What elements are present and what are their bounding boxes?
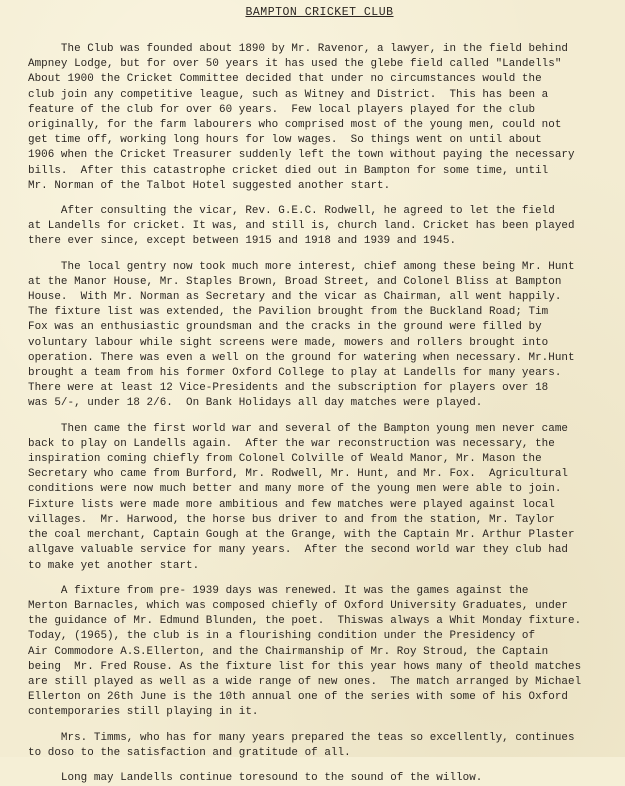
text-line: bills. After this catastrophe cricket died out in Bampton for some time, until (28, 164, 549, 177)
text-line: feature of the club for over 60 years. Few local players played for the club (28, 103, 536, 116)
paragraph (28, 771, 611, 786)
paragraph (28, 422, 611, 574)
text-line: brought a team from his former Oxford College to play at Landells for many years. (28, 367, 562, 380)
text-line: Then came the first world war and several of the Bampton young men never came (28, 422, 569, 435)
text-line: Air Commodore A.S.Ellerton, and the Chairmanship of Mr. Roy Stroud, the Captain (28, 645, 549, 658)
text-line: operation. There was even a well on the ground for watering when necessary. Mr.Hunt (28, 351, 575, 364)
text-line: Merton Barnacles, which was composed chiefly of Oxford University Graduates, under (28, 599, 569, 612)
text-line: get time off, working long hours for low wages. So things went on until about (28, 134, 542, 147)
text-line: being Mr. Fred Rouse. As the fixture list for this year hows many of theold matches (28, 660, 582, 673)
text-line: 1906 when the Cricket Treasurer suddenly left the town without paying the necessary (28, 149, 575, 162)
paragraph (28, 731, 611, 761)
text-line: Ellerton on 26th June is the 10th annual one of the series with some of his Oxford (28, 691, 569, 704)
text-line: After consulting the vicar, Rev. G.E.C. Rodwell, he agreed to let the field (28, 205, 555, 218)
text-line: there ever since, except between 1915 and 1918 and 1939 and 1945. (28, 235, 457, 248)
text-line: About 1900 the Cricket Committee decided that under no circumstances would the (28, 73, 542, 86)
text-line: Fixture lists were made more ambitious and few matches were played against local (28, 498, 555, 511)
document-body (28, 42, 611, 786)
text-line: Fox was an enthusiastic groundsman and the cracks in the ground were filled by (28, 321, 542, 334)
text-line: club join any competitive league, such as Witney and District. This has been a (28, 88, 549, 101)
text-line: conditions were now much better and many more of the young men were able to join. (28, 483, 562, 496)
paragraph (28, 260, 611, 412)
text-line: back to play on Landells again. After the war reconstruction was necessary, the (28, 437, 555, 450)
text-line: the coal merchant, Captain Gough at the Grange, with the Captain Mr. Arthur Plaster (28, 529, 575, 542)
text-line: at Landells for cricket. It was, and still is, church land. Cricket has been played (28, 220, 575, 233)
text-line: allgave valuable service for many years. After the second world war they club had (28, 544, 569, 557)
text-line: Mr. Norman of the Talbot Hotel suggested another start. (28, 179, 391, 192)
text-line: The fixture list was extended, the Pavilion brought from the Buckland Road; Tim (28, 306, 549, 319)
text-line: are still played as well as a wide range of new ones. The match arranged by Michael (28, 675, 582, 688)
text-line: to make yet another start. (28, 559, 200, 572)
text-line: A fixture from pre- 1939 days was renewed. It was the games against the (28, 584, 529, 597)
text-line: The local gentry now took much more interest, chief among these being Mr. Hunt (28, 260, 575, 273)
text-line: House. With Mr. Norman as Secretary and the vicar as Chairman, all went happily. (28, 291, 562, 304)
text-line: Today, (1965), the club is in a flourishing condition under the Presidency of (28, 630, 536, 643)
text-line: inspiration coming chiefly from Colonel Colville of Weald Manor, Mr. Mason the (28, 453, 542, 466)
text-line: Long may Landells continue toresound to the sound of the willow. (28, 771, 483, 784)
paragraph (28, 42, 611, 194)
text-line: the guidance of Mr. Edmund Blunden, the poet. Thiswas always a Whit Monday fixture. (28, 615, 582, 628)
text-line: Mrs. Timms, who has for many years prepared the teas so excellently, continues (28, 731, 575, 744)
text-line: Secretary who came from Burford, Mr. Rodwell, Mr. Hunt, and Mr. Fox. Agricultural (28, 468, 569, 481)
text-line: was 5/-, under 18 2/6. On Bank Holidays all day matches were played. (28, 397, 483, 410)
text-line: to doso to the satisfaction and gratitude of all. (28, 746, 351, 759)
text-line: contemporaries still playing in it. (28, 706, 259, 719)
text-line: voluntary labour while sight screens were made, mowers and rollers brought into (28, 336, 549, 349)
document-title: BAMPTON CRICKET CLUB (245, 6, 394, 19)
text-line: at the Manor House, Mr. Staples Brown, Broad Street, and Colonel Bliss at Bampton (28, 275, 562, 288)
text-line: villages. Mr. Harwood, the horse bus driver to and from the station, Mr. Taylor (28, 513, 555, 526)
text-line: The Club was founded about 1890 by Mr. Ravenor, a lawyer, in the field behind (28, 43, 569, 55)
text-line: originally, for the farm labourers who comprised most of the young men, could not (28, 119, 562, 132)
paragraph (28, 204, 611, 250)
paragraph (28, 584, 611, 721)
text-line: Ampney Lodge, but for over 50 years it has used the glebe field called "Landells" (28, 58, 562, 71)
text-line: There were at least 12 Vice-Presidents and the subscription for players over 18 (28, 382, 549, 395)
